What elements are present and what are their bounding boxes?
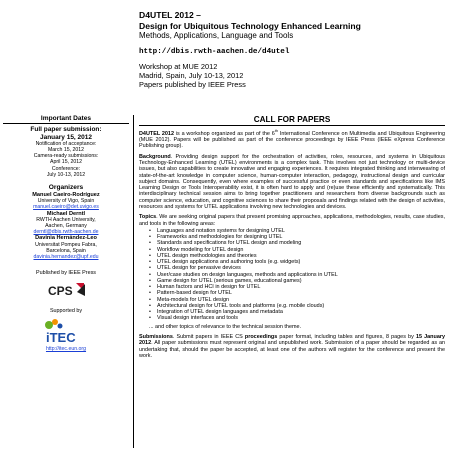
intro-sup: th: [274, 129, 278, 133]
conference-date: July 10-13, 2012: [46, 171, 86, 178]
title-line-1: D4UTEL 2012 –: [139, 10, 201, 20]
publisher-block: [3, 270, 129, 300]
organizer-location: Barcelona, Spain: [46, 248, 86, 255]
supported-by-caption: Supported by: [49, 308, 83, 315]
organizer-email-link[interactable]: davinia.hernandez@upf.edu: [33, 254, 99, 261]
cps-logo-text: CPS: [48, 284, 73, 299]
submissions-paragraph: [139, 334, 445, 359]
call-for-papers-heading: CALL FOR PAPERS: [139, 115, 445, 126]
full-paper-date: January 15, 2012: [39, 133, 93, 141]
list-item: • Human factors and HCI in design for UTEL: [149, 284, 445, 290]
conference-label: Conference:: [51, 165, 81, 172]
camera-ready-label: Camera-ready submissions:: [33, 153, 99, 160]
list-item: • Architectural design for UTEL tools and platforms (e.g. mobile clouds): [149, 303, 445, 309]
organizer-email-link[interactable]: derntl@dbis.rwth-aachen.de: [33, 229, 99, 236]
topics-label: Topics: [139, 214, 157, 221]
title-line-2: Design for Ubiquitous Technology Enhanced Learning: [139, 20, 361, 31]
meta-line: Papers published by IEEE Press: [139, 79, 246, 89]
main-content: [139, 115, 445, 363]
list-item: • Game design for UTEL (serious games, educational games): [149, 278, 445, 284]
submissions-deadline: 15 January 2012: [139, 334, 445, 347]
organizer: [3, 235, 129, 260]
itec-logo-text: iTEC: [46, 330, 76, 346]
full-paper-label: Full paper submission:: [30, 126, 102, 133]
meta-line: Madrid, Spain, July 10-13, 2012: [139, 70, 244, 80]
itec-url-link[interactable]: http://itec.eun.org: [45, 346, 87, 353]
organizer-email-link[interactable]: manuel.caeiro@det.uvigo.es: [33, 204, 99, 211]
camera-ready-date: April 15, 2012: [49, 159, 82, 166]
submissions-text-a: . Submit papers in IEEE CS: [172, 334, 245, 341]
list-item: • Workflow modeling for UTEL design: [149, 247, 445, 253]
sidebar: [3, 115, 129, 352]
organizer: [3, 192, 129, 211]
cps-logo-icon: [46, 280, 86, 300]
organizer-name: Manuel Caeiro-Rodríguez: [32, 191, 100, 198]
notification-label: Notification of acceptance:: [35, 141, 97, 148]
topics-paragraph: [139, 214, 445, 227]
organizer: [3, 211, 129, 236]
itec-logo-icon: [41, 318, 91, 346]
submissions-format: proceedings: [244, 334, 278, 341]
header: [139, 10, 444, 89]
background-paragraph: [139, 154, 445, 211]
subtitle: Methods, Applications, Language and Tools: [139, 31, 294, 40]
published-by-caption: Published by IEEE Press: [36, 270, 96, 277]
organizer-name: Davinia Hernández-Leo: [35, 235, 97, 242]
list-item: • User/case studies on design languages, methods and applications in UTEL: [149, 272, 445, 278]
itec-logo: [3, 318, 129, 346]
list-item: • Frameworks and methodologies for designing UTEL: [149, 234, 445, 240]
cps-logo: [3, 280, 129, 300]
topics-text: . We are seeking original papers that present promising approaches, applications, methodologies, results, case studies, and tools in the following areas:: [139, 214, 445, 227]
list-item: • UTEL design methodologies and theories: [149, 253, 445, 259]
list-item: • UTEL design applications and authoring tools (e.g. widgets): [149, 259, 445, 265]
meta-line: Workshop at MUE 2012: [139, 62, 218, 71]
list-item: • Meta-models for UTEL design: [149, 297, 445, 303]
column-divider: [133, 115, 134, 448]
supporter-block: [3, 308, 129, 352]
workshop-url[interactable]: http://dbis.rwth-aachen.de/d4utel: [139, 48, 290, 56]
meta-block: [139, 63, 444, 89]
list-item: • Standards and specifications for UTEL design and modeling: [149, 240, 445, 246]
organizer-affiliation: Universitat Pompeu Fabra,: [35, 242, 97, 248]
list-item: • Visual design interfaces and tools: [149, 315, 445, 321]
intro-paragraph: [139, 128, 445, 150]
list-item: • Languages and notation systems for designing UTEL: [149, 228, 445, 234]
organizer-affiliation: RWTH Aachen University,: [36, 217, 96, 224]
organizers-heading: Organizers: [48, 183, 84, 191]
topics-end: ... and other topics of relevance to the technical session theme.: [149, 323, 302, 330]
important-dates-heading: Important Dates: [3, 115, 129, 124]
organizer-location: Aachen, Germany: [45, 223, 87, 230]
intro-text-b: International Conference on Multimedia and Ubiquitous Engineering (MUE 2012). Papers will be published as part of the conference proceedings by IEEE Press (IEEE eXpress Conference Publishing group).: [139, 130, 445, 150]
list-item: • Pattern-based design for UTEL: [149, 290, 445, 296]
background-text: . Providing design support for the orchestration of activities, roles, resources, and systems in Ubiquitous Technology-Enhanced Learning (UTEL) environments is a complex task. This involves not just technology or multi-device issues, but also capabilities to create innovative and engaging experiences. It requires integrated thinking and interweaving of state-of-the-art knowledge in computer science, human-computer interaction, pedagogy, instructional design and curricular subject domains. Consequently, even where examples of successful practice or even standards and specifications like IMS Learning Design or Tools Interoperability exist, it is often hard to apply and (re)use these efficiently and systematically. This interdisciplinary technical session aims to bring together practitioners and researchers from diverse backgrounds such as computer science, education, and cognitive sciences to share their proposals and findings related with the design of activities, resources and systems for UTEL applications involving new technologies and devices.: [139, 153, 445, 211]
organizer-name: Michael Derntl: [46, 210, 86, 217]
notification-date: March 15, 2012: [47, 147, 85, 154]
list-item: • UTEL design for pervasive devices: [149, 265, 445, 271]
submissions-text-c: . All paper submissions must represent original and unpublished work. Submission of a paper should be regarded as an undertaking that, should the paper be accepted, at least one of the authors will register for the conference and present the work.: [139, 340, 445, 359]
topics-list: [149, 228, 445, 322]
intro-bold: D4UTEL 2012: [139, 130, 174, 137]
intro-text-a: is a workshop organized as part of the 6: [173, 130, 275, 137]
submissions-text-b: paper format, including tables and figures, 8 pages by: [277, 334, 416, 341]
submissions-label: Submissions: [139, 334, 173, 341]
background-label: Background: [139, 153, 171, 160]
organizer-affiliation: University of Vigo, Spain: [37, 198, 95, 205]
list-item: • Integration of UTEL design languages and metadata: [149, 309, 445, 315]
